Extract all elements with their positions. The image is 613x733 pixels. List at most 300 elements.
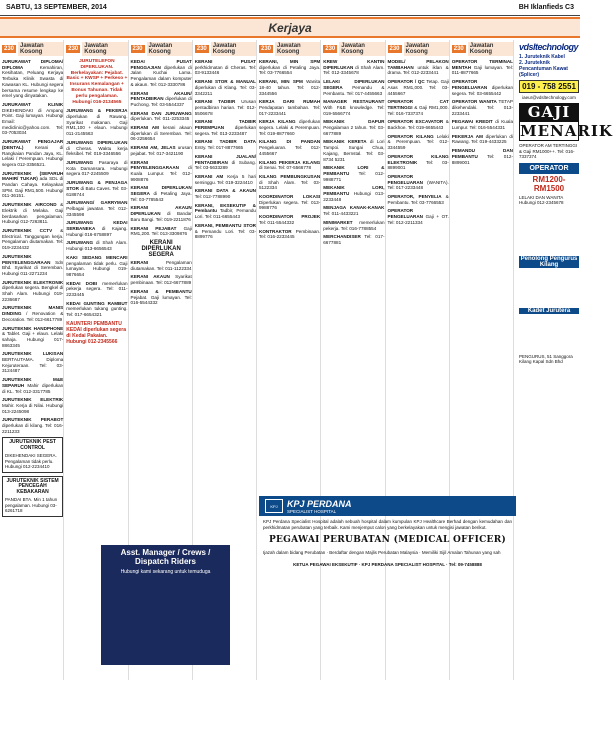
ad-text: diperlukan segera. Lelaki & Perempuan. Tel: 019-8877660 (259, 119, 321, 136)
classified-ad (259, 160, 320, 171)
ad-text: TETAP dikehendaki. Tel: 013-2233441 (451, 99, 513, 116)
classified-ad (66, 160, 127, 177)
ad-title: JURUWANG & PENJAGA STOR (66, 180, 128, 191)
ad-title: MODEL/ PELAKON TAMBAHAN (387, 59, 449, 70)
classified-ad (2, 171, 63, 200)
classified-ad (259, 229, 320, 240)
ad-title: KERANI AKAUN DIPERLUKAN (130, 205, 192, 217)
gaji-note: OPERATOR AM TERTINGGI & Gaji RM1000++. Tel: 016-7337374 (519, 143, 578, 159)
ad-title: OPERATOR PENGELUARAN (387, 208, 423, 220)
ad-title: KOORDINATOR LOKASI (259, 194, 321, 200)
classified-ad (388, 79, 449, 96)
ad-text: & Pembantu. Tel: 03-7766553 (387, 194, 449, 205)
ad-text: Tel: 03-8899001 (387, 159, 449, 171)
ad-text: Lelaki & Perempuan. Tel: 012-3344559 (387, 133, 449, 151)
column-label: Jawatan Kosong (147, 42, 192, 56)
kadet-title: Kadet Jurutera (519, 308, 579, 314)
ad-title: MEKANIK LORI, PEMBANTU (323, 185, 385, 197)
ad-title: KERANI AM (194, 173, 224, 179)
classified-ad (259, 79, 320, 96)
ad-title: JURUTEKNIK LUKISAN (2, 351, 64, 357)
ad-text: di Bandar Baru Bangi. Tel: 019-2211876 (130, 211, 192, 222)
boxed-ad (2, 437, 63, 473)
ad-text: di Kuala Lumpur. Tel: 016-5544331 (451, 119, 513, 131)
classified-ad (66, 140, 127, 157)
section-banner (0, 17, 580, 38)
ad-text: Tel: 012-7788990 (194, 194, 231, 200)
ad-title: JURUWANG KEDAI SERBANEKA (66, 220, 128, 232)
ad-title: KERANI AM, JELAS (130, 145, 176, 151)
ad-title: JURUWANG DIPERLUKAN (66, 139, 128, 145)
vdsl-phone: 019 - 758 2551 (519, 80, 579, 93)
ad-text: di Lori Tampoi. Sungai Chua, Kajang, Bernstal. Tel: 03-8734 5231 (323, 139, 385, 162)
classified-ad (452, 99, 513, 116)
ad-title: KERANI PENYELENGGARAAN (130, 159, 179, 171)
boxed-ad-title: JURUTEKNIK SISTEM PENCEGAH KEBAKARAN (6, 477, 59, 495)
ad-text: diperlukan di Rawang. Syarikat makanan. Gaji RM1,100 + elaun. Hubungi 011-2145563 (66, 114, 128, 137)
ad-text: diperlukan segera. Bengkel di Shah Alam. Hubungi 019-2236687 (2, 285, 64, 302)
ad-title: JURUTEKNIK (SEPARUH MAHIR/ TUKAR) (2, 170, 64, 182)
ad-text: Pendapatan tambahan. Tel: 017-2233441 (259, 104, 321, 116)
ad-title: JURUTEKNIK ELEKTRONIK (2, 279, 64, 285)
ad-text: diperlukan segera. Tel: 03-6655442 (451, 84, 513, 96)
vdsl-brand: vdsltechnology (519, 42, 579, 52)
kpj-intro: KPJ Perdana Specialist Hospital adalah sebuah hospital dalam kumpulan KPJ Healthcare Berhad dengan kemudahan dan perkhidmatan perubatan yang terbaik. Kami menjemput calon yang berkelayakan untuk mengisi jawatan berikut. (263, 519, 512, 530)
classified-ad (259, 59, 320, 76)
classified-ad (2, 228, 63, 251)
classified-ad (66, 220, 127, 237)
classified-ad (131, 226, 192, 237)
ad-title: OPERATOR CAT TERTINGGI (387, 99, 449, 110)
classified-ad (195, 188, 256, 199)
classified-ad (66, 301, 127, 318)
ad-title: KERANI STOR & MANUAL (194, 79, 256, 85)
ad-title: KERJA DARI RUMAH (259, 99, 321, 105)
ad-title: OPERATOR / QC (387, 79, 425, 85)
ad-title: KERANI TADBIR DATA (194, 139, 256, 145)
classified-ad (388, 134, 449, 151)
ad-title: JURUTEKNIK ELEKTRIK (2, 397, 64, 403)
classified-ad (131, 205, 192, 222)
classified-ad (195, 79, 256, 96)
menarik-banner: MENARIK (520, 122, 613, 140)
ad-title: OPERATOR KILANG ELEKTRONIK (387, 153, 449, 165)
ad-title: KERANI JUALAN/ PENTADBIRAN (194, 153, 256, 165)
ad-text: & Backhoe. Tel: 019-6655443 (387, 119, 449, 131)
classified-ad (2, 59, 63, 99)
ad-text: / Renovation & Decoration. Tel: 012-6617789 (2, 311, 64, 322)
ad-title: MERCHANDISER (323, 234, 361, 240)
column-header (388, 42, 449, 56)
kpj-footer: KETUA PEGAWAI EKSEKUTIF · KPJ PERDANA SPECIALIST HOSPITAL · Tel: 09-7458888 (293, 561, 482, 567)
classified-ad (2, 202, 63, 225)
classified-ad (452, 148, 513, 165)
column-label: Jawatan Kosong (339, 42, 384, 56)
classified-ad (2, 417, 63, 434)
column-number: 230 (325, 46, 336, 52)
ad-title: KILANG PEMBUNGKUSAN (259, 173, 321, 179)
classified-ad (259, 119, 320, 136)
ad-text: Entry. Tel: 017-8877665 (194, 145, 244, 151)
ad-title: OPERATOR PENGELUARAN (451, 79, 488, 90)
classified-ad (323, 99, 384, 116)
ad-text: & Pemandu Lori. Tel: 03-8899776 (194, 228, 256, 240)
ad-title: JURURAWAT DIPLOMA/ DIPLOMA (2, 59, 64, 70)
ad-text: untuk iklan & drama. Tel: 012-2233441 (387, 64, 449, 76)
ad-title: PEMANDU DAN PEMBANTU (451, 148, 513, 159)
dispatch-headline: Asst. Manager / Crews / Dispatch Riders (120, 548, 211, 566)
classified-ad (388, 208, 449, 225)
ad-text: di Shah Alam. Tel: 03-5122334 (259, 179, 321, 191)
column-1 (2, 40, 64, 680)
classified-ad (131, 145, 192, 156)
kpj-logo-icon: KPJ (265, 499, 283, 513)
ad-text: memerlukan pekerja. Tel: 016-7788554 (323, 219, 385, 231)
ad-text: Pengalaman diutamakan. Tel: 011-1122334 (130, 259, 192, 271)
classified-ad (388, 99, 449, 116)
classified-ad (195, 59, 256, 76)
ad-text: di Cheras. Waktu kerja fleksibel. Tel: 019-3346556 (66, 145, 128, 157)
ad-text: Tadbir, Pemandu Lori. Tel: 011-6655443 (194, 208, 256, 220)
classified-ad (259, 139, 320, 156)
headline-ad: JURUTELEFON DIPERLUKAN. Berkelayakan: Pejabat. Basic + KWSP + Perkeso + Insurans Kemalangan + Bonus Tahunan. Tidak perlu pengalaman. Hubungi 016-2134565 (66, 59, 128, 105)
ad-text: DIKEHENDAKI di Ampang Point. Gaji lumayan. Hubungi Email: mediclinic@yahoo.com. Tel: 03-7053034 (2, 107, 64, 136)
classified-ad (323, 79, 384, 96)
column-label: Jawatan Kosong (18, 42, 63, 56)
ad-text: diperlukan di Rawang. Tel: 019-4433225 (451, 133, 513, 145)
classified-ad (2, 326, 63, 349)
column-header (131, 42, 192, 56)
classified-ad (323, 119, 384, 136)
ad-title: JURUWANG (66, 240, 94, 246)
ad-title: KERANI TADBIR (194, 99, 236, 105)
classified-ad (195, 174, 256, 185)
classified-ad (452, 59, 513, 76)
ad-text: di Subang. Tel: 03-5633289 (194, 159, 256, 171)
ad-title: KERANI, MIN SPM (259, 59, 321, 64)
ad-text: Syarikat pembinaan. Tel: 012-6677889 (130, 274, 192, 286)
ad-text: Wanita 18-40 tahun. Tel: 012-3344556 (259, 79, 321, 96)
ad-title: JURUTEKNIK CCTV (2, 227, 53, 233)
column-label: Jawatan Kosong (82, 42, 127, 56)
ad-title: MEKANIK DAPUR (323, 119, 385, 125)
column-header (66, 42, 127, 56)
column-label: Jawatan Kosong (404, 42, 449, 56)
classified-ad (2, 102, 63, 136)
ad-text: diperlukan di Petaling Jaya. Tel: 03-7766554 (259, 64, 321, 76)
ad-title: KERANI AKAUN (130, 274, 170, 280)
classified-ad (2, 280, 63, 303)
classified-ad (388, 59, 449, 76)
ad-text: With F&B knowledge. Tel: 019-5566774 (323, 104, 385, 116)
ad-text: & Gaji RM1,000. Tel: 016-7337374 (387, 104, 449, 116)
classified-ad (195, 223, 256, 240)
classified-ad (388, 119, 449, 130)
operator-salary: RM1200-RM1500 (532, 174, 566, 193)
ad-title: JURUTEKNIK PENYELENGGARAAN (2, 253, 51, 265)
operator-banner: OPERATOR (519, 163, 579, 174)
penguru-title: Penolong Pengurus Kilang (520, 255, 578, 268)
ad-text: Diperlukan segera. Tel: 013-9988776 (259, 199, 321, 211)
column-header (259, 42, 320, 56)
ad-title: KERANI AKAUN/ PENTADBIRAN (130, 90, 192, 102)
headline-ad: KERANI DIPERLUKAN SEGERA (141, 239, 181, 258)
ad-text: di Petaling Jaya. Tel: 03-7785543 (130, 191, 192, 202)
ad-title: KERANI & PEMBANTU (130, 288, 192, 294)
ad-title: KILANG DI PANDAN (259, 139, 321, 145)
classified-ad (66, 180, 127, 197)
classified-ad (66, 281, 127, 298)
vdsl-item-2: 2. Juruteknik Pencantuman Kawat (Splicer) (519, 60, 568, 78)
ad-title: KERANI DATA & AKAUN (194, 188, 256, 194)
classified-ad (323, 165, 384, 182)
ad-title: JURUWANG/ GARRYMAN (66, 200, 128, 206)
ad-text: diperlukan di kilang. Tel: 016-2211233 (2, 423, 64, 434)
ad-text: & Tablet. Gaji + elaun. Lelaki sahaja. Hubungi 017-8863345 (2, 331, 64, 348)
column-label: Jawatan Kosong (468, 42, 513, 56)
ad-title: KEDAI PUSAT PENGGAJIAN (130, 59, 192, 70)
classified-ad (323, 205, 384, 216)
classified-ad (66, 200, 127, 217)
ad-text: diperlukan. Tel: 011-2253345 (130, 116, 190, 122)
classified-ad (259, 214, 320, 225)
classified-ad (2, 397, 63, 414)
ad-text: diperlukan di Jalan Kuchai Lama. Pengalaman dalam komputer & akaun. Tel: 012-3330786 (130, 64, 192, 87)
ad-title: OPERATOR, PENYELIA (387, 194, 442, 200)
classified-ad (2, 351, 63, 374)
ad-title: MINIMARKET (323, 219, 353, 225)
kpj-job-title: PEGAWAI PERUBATAN (MEDICAL OFFICER) (268, 535, 507, 546)
ad-title: JURUTEKNIK MANIS DINDING (2, 305, 64, 317)
ad-title: MEKANIK LORI & PEMBANTU (323, 165, 385, 176)
ad-title: KILANG PEKERJA KILANG (259, 159, 321, 165)
dispatch-sub: Hubungi kami sekarang untuk temuduga (120, 569, 211, 575)
ad-title: KEDAI GUNTING RAMBUT (66, 300, 128, 306)
vdsl-list (519, 54, 579, 78)
kpj-name: KPJ PERDANA (287, 498, 352, 509)
ad-text: Tel: 012-9988771 (323, 170, 385, 182)
classified-ad (2, 254, 63, 277)
ad-text: diperlukan segera. Tel: 013-2233487 (194, 125, 256, 136)
boxed-ad-text: DIKEHENDAKI SEGERA. Pengalaman tidak perlu. Hubungi 012-2234410 (5, 453, 57, 470)
column-label: Jawatan Kosong (275, 42, 320, 56)
ad-text: Pemandu & Pembantu. Tel: 017-4455663 (323, 84, 385, 96)
kpj-ad (259, 496, 516, 733)
ad-title: KERANI (130, 259, 149, 265)
ad-title: KAKI SEDANG MENCARI (66, 254, 128, 260)
ad-text: & Electrical. Tanggungan kerja. Pengalaman diutamakan. Tel: 019-2234432 (2, 227, 64, 251)
ad-text: Urusan pentadbiran harian. Tel: 012-5506678 (194, 99, 256, 116)
boxed-ad (2, 476, 63, 517)
column-number: 230 (68, 46, 79, 52)
ad-title: KONTRAKTOR (259, 228, 292, 234)
ad-title: KERANI, PEMBANTU STOR (194, 222, 256, 228)
ad-text: pengalaman tidak perlu. Gaji lumayan. Hubungi 019-9876654 (66, 260, 128, 277)
ad-text: di Kuala Lumpur. Tel: 012-9908876 (130, 165, 192, 182)
ad-text: urusan pejabat. Tel: 017-3421190 (130, 145, 192, 156)
ad-text: Pembinaan. Tel: 016-2233445 (259, 228, 321, 240)
classified-ad (323, 220, 384, 231)
vdsl-item-1: 1. Juruteknik Kabel (519, 54, 565, 60)
classified-ad (323, 185, 384, 202)
kpj-header (259, 496, 516, 516)
kpj-sub: SPECIALIST HOSPITAL (287, 508, 337, 514)
classified-ad (259, 174, 320, 191)
column-number: 230 (132, 46, 143, 52)
ad-text: kerani akaun diperlukan di Seremban. Tel: 06-2256654 (130, 125, 192, 142)
classified-ad (2, 305, 63, 322)
ad-title: KOORDINATOR PROJEK (259, 214, 321, 220)
classified-ad (131, 111, 192, 122)
ad-text: diperlukan di Klang. Tel: 03-3342211 (194, 84, 256, 96)
ad-text: Pasaraya di Kota Damansara. Hubungi segera 017-2245509 (66, 160, 128, 177)
ad-title: KERANI, MIN SPM (259, 79, 303, 85)
classified-ad (323, 234, 384, 245)
classified-ad (131, 59, 192, 88)
boxed-ad-title: JURUTEKNIK PEST CONTROL (9, 439, 56, 451)
ad-title: KERANI AM (130, 125, 159, 131)
ad-title: KERANI, EKSEKUTIF & Pembantu (194, 202, 256, 214)
ad-text: Tel: 011-5544332 (259, 219, 295, 225)
ad-text: Sdn Bhd. Syarikat di Seremban. Hubungi 011-2271234 (2, 259, 64, 276)
ad-text: di Kajang. Hubungi 016-6758897 (66, 226, 128, 237)
classified-ad (452, 119, 513, 130)
classified-ad (388, 194, 449, 205)
classified-ad (195, 119, 256, 136)
ad-title: KERANI PUSAT (194, 59, 256, 64)
ad-text: BERTAUTAMA. Diploma Kejuruteraan. Tel: 03-3124487 (2, 357, 64, 374)
classified-ad (323, 59, 384, 76)
column-number: 230 (261, 46, 272, 52)
column-label: Jawatan Kosong (211, 42, 256, 56)
masthead-date: SABTU, 13 SEPTEMBER, 2014 (6, 4, 107, 11)
ad-title: KREW KANTIN DIPERLUKAN (323, 59, 385, 70)
ad-text: Kemahiran, Kesihatan, Peluang Kerjaya Terbuka Klinik Swasta di Kawasan KL. Hubungi segera bersama resume lengkap ke emel yang dinyatakan. (2, 64, 64, 99)
ad-text: di Senai. Tel: 07-5566778 (259, 165, 312, 171)
ad-title: JURURAWAT KLINIK (2, 101, 64, 107)
classified-ad (388, 174, 449, 191)
classified-ad (195, 154, 256, 171)
right-column (518, 40, 613, 730)
ad-title: KERANI PEJABAT (130, 225, 177, 231)
column-number: 230 (389, 46, 400, 52)
ad-text: Tel: 017-6677881 (323, 234, 385, 245)
ad-text: Hubungi 013-2233448 (323, 191, 385, 202)
column-header (2, 42, 63, 56)
classified-ad (131, 289, 192, 306)
classified-ad (131, 125, 192, 142)
masthead-section: BH Iklanfieds C3 (518, 4, 574, 11)
ad-text: Tel: 012-8899001 (451, 153, 513, 165)
pengurus-note: PENGURUS, 51 Sanggora Kilang Kapal Sdn Bhd (519, 353, 573, 364)
ad-text: Pengalaman 2 tahun. Tel: 03-6677889 (323, 125, 385, 136)
classified-ad (131, 185, 192, 202)
ad-text: Gaji + OT. Tel: 012-2211334 (387, 214, 449, 225)
boxed-ad-text: PANDAI BTA. Min 1 tahun pengalaman. Hubungi 03-6261718 (5, 497, 58, 514)
ad-title: JURUTEKNIK PERABOT (2, 417, 64, 423)
kpj-requirements: Ijazah dalam bidang Perubatan · Berdaftar dengan Majlis Perubatan Malaysia · Memiliki Sijil Amalan Tahunan yang sah (263, 550, 501, 556)
column-number: 230 (453, 46, 464, 52)
vdsl-email: iaeur@vdsltechnology.com (522, 95, 576, 100)
ad-text: diperlukan di Puchong. Tel: 03-5544337 (130, 96, 192, 107)
ad-text: ada SDL di Pandan Cahaya. Kelayakan SPM. Gaji RM1,500. Hubungi 011-36151. (2, 176, 64, 199)
column-number: 230 (4, 46, 15, 52)
ad-text: Tel: 011-4433221 (323, 211, 359, 217)
ad-title: JURUTEKNIK HANDPHONE (2, 325, 64, 331)
ad-text: & Elektrik di Melaka. Gaji berdasarkan pengalaman. Hubungi 012-7263811. (2, 202, 64, 225)
classified-ad (452, 134, 513, 145)
ad-title: LELAKI DIPERLUKAN SEGERA (323, 79, 385, 90)
dispatch-ad (101, 545, 230, 665)
ad-title: KERANI DAN JURUWANG (130, 110, 192, 116)
classified-ad (66, 240, 127, 251)
column-header (452, 42, 513, 56)
section-title: Kerjaya (268, 20, 312, 35)
ad-text: memerlukan pekerja segera. Tel: 011-2233445 (66, 280, 128, 298)
column-number: 230 (196, 46, 207, 52)
gaji-banner: GAJI (519, 103, 579, 121)
ad-title: JURURAWAT PENGAJAR (DENTAL) (2, 139, 64, 150)
classified-ad (452, 79, 513, 96)
classified-ad (195, 203, 256, 220)
ad-text: Tetap. Gaji Asas RM1,000. Tel: 03-4455667 (387, 79, 449, 96)
ad-text: Kerani di Rangkaian Pandan Jaya, KL. Lelaki / Perempuan. Hubungi segera 012-3356521. (2, 144, 64, 167)
ad-text: Kerja 5 hari seminggu. Tel: 019-3224410 (194, 173, 256, 185)
ad-title: OPERATOR PENGELUARAN (387, 173, 423, 185)
ad-text: (WANITA). Tel: 017-2233448 (387, 179, 449, 191)
ad-title: PEGAWAI KREDIT (451, 119, 493, 125)
ad-text: Pengeluaran. Tel: 012-4455667 (259, 145, 321, 156)
headline-ad: KAUNTER/ PEMBANTU KEDAI diperlukan segera di Kedai Pakaian. Hubungi 012-2345566 (66, 320, 126, 345)
ad-text: Gaji lumayan. Tel: 011-8877665 (451, 64, 513, 76)
ad-title: MEKANIK KERETA (323, 139, 367, 145)
ad-text: Mahir diperlukan di KL. Tel: 012-3317785 (2, 382, 64, 394)
ad-title: OPERATOR TERMINAL MENTAH (451, 59, 513, 70)
classified-ad (131, 274, 192, 285)
classified-ad (2, 377, 63, 394)
ad-title: JURUWANG & PEKERJA (66, 108, 128, 114)
classified-ad (131, 91, 192, 108)
operator-note: LELAKI DAN WANITA Hubungi 012-2345678 (519, 194, 564, 205)
ad-title: OPERATOR KILANG (387, 133, 434, 139)
ad-title: KEDAI DOBI (66, 280, 98, 286)
ad-title: JURUWANG (66, 160, 94, 165)
ad-text: Pejabat. Gaji lumayan. Tel: 016-5544332 (130, 294, 192, 306)
ad-text: perkhidmatan di Cheras. Tel: 03-9133446 (194, 64, 256, 76)
ad-text: di Batu Caves. Tel: 03-6188744 (66, 185, 128, 197)
ad-title: KERANI DIPERLUKAN SEGERA (130, 185, 192, 197)
ad-text: Pelbagai jawatan. Tel: 012-3345598 (66, 205, 128, 217)
ad-text: memerlukan tukang gunting. Tel: 017-6654321 (66, 306, 128, 318)
classified-ad (195, 139, 256, 150)
ad-title: MENJAGA KANAK-KANAK (323, 205, 385, 211)
ad-text: Mahir. Kerja di Nilai. Hubungi 013-2245098 (2, 402, 64, 414)
classified-ad (388, 154, 449, 171)
classified-ad (66, 255, 127, 278)
ad-title: JURUTEKNIK AIRCOND (2, 202, 57, 208)
masthead (0, 0, 580, 16)
classified-ad (131, 260, 192, 271)
classified-ad (259, 194, 320, 211)
ad-title: KERANI TADBIR PEREMPUAN (194, 119, 256, 131)
classified-ad (131, 160, 192, 183)
ad-title: OPERATOR EXCAVATOR (387, 119, 444, 125)
ad-text: Gaji RM1,200. Tel: 013-3309876 (130, 225, 192, 237)
ad-text: di Shah Alam. Tel: 012-3345678 (323, 64, 385, 76)
ad-title: KERJA KILANG (259, 119, 296, 125)
classified-ad (259, 99, 320, 116)
ad-title: MANAGER RESTAURANT (323, 99, 385, 105)
